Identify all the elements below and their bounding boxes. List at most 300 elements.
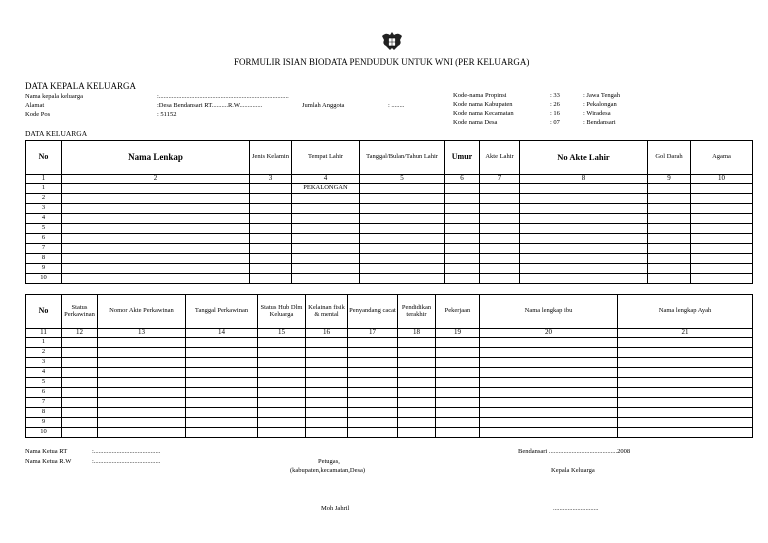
table-cell[interactable] <box>258 398 306 408</box>
table-row <box>26 244 753 254</box>
table-cell[interactable] <box>648 264 691 274</box>
table-cell[interactable] <box>480 388 618 398</box>
table-cell[interactable] <box>445 214 480 224</box>
field-value-jumlah[interactable]: : ........ <box>388 102 405 109</box>
table-cell[interactable] <box>648 234 691 244</box>
table-cell[interactable] <box>648 224 691 234</box>
row-number: 7 <box>26 398 62 408</box>
col-header-nama: Nama Lenkap <box>62 141 250 175</box>
table-cell[interactable] <box>250 234 292 244</box>
table-cell[interactable] <box>62 204 250 214</box>
cell-tempat-lahir[interactable] <box>292 234 360 244</box>
row-number: 5 <box>26 224 62 234</box>
table-cell[interactable] <box>62 388 98 398</box>
col-number: 19 <box>436 329 480 338</box>
col-header-status-hub: Status Hub Dlm Keluarga <box>258 295 306 329</box>
footer-place-date[interactable]: Bendansari ..........................................2008 <box>518 448 631 455</box>
table-cell[interactable] <box>691 264 753 274</box>
table-cell[interactable] <box>98 398 186 408</box>
table-cell[interactable] <box>258 378 306 388</box>
table-cell[interactable] <box>62 408 98 418</box>
table-row <box>26 234 753 244</box>
table-cell[interactable] <box>348 398 398 408</box>
table-cell[interactable] <box>480 428 618 438</box>
row-number: 7 <box>26 244 62 254</box>
table-cell[interactable] <box>348 348 398 358</box>
table-cell[interactable] <box>348 368 398 378</box>
table-cell[interactable] <box>398 398 436 408</box>
table-cell[interactable] <box>398 348 436 358</box>
cell-tempat-lahir[interactable] <box>292 254 360 264</box>
table-cell[interactable] <box>436 418 480 428</box>
table-cell[interactable] <box>348 358 398 368</box>
region-label-kecamatan: Kode nama Kecamatan <box>453 110 514 117</box>
table-cell[interactable] <box>186 338 258 348</box>
table-cell[interactable] <box>186 418 258 428</box>
table-cell[interactable] <box>360 224 445 234</box>
table-cell[interactable] <box>360 244 445 254</box>
table-cell[interactable] <box>348 428 398 438</box>
table-cell[interactable] <box>250 184 292 194</box>
table-cell[interactable] <box>360 184 445 194</box>
col-header-tgl-lahir: Tanggal/Bulan/Tahun Lahir <box>360 141 445 175</box>
table-cell[interactable] <box>306 408 348 418</box>
table-cell[interactable] <box>360 214 445 224</box>
table-cell[interactable] <box>98 378 186 388</box>
col-number: 16 <box>306 329 348 338</box>
table-cell[interactable] <box>62 274 250 284</box>
table-cell[interactable] <box>520 244 648 254</box>
table-cell[interactable] <box>398 408 436 418</box>
col-number: 11 <box>26 329 62 338</box>
col-header-jenis-kelamin: Jenis Kelamin <box>250 141 292 175</box>
table-cell[interactable] <box>480 244 520 254</box>
table-cell[interactable] <box>250 254 292 264</box>
cell-tempat-lahir[interactable] <box>292 204 360 214</box>
col-number: 15 <box>258 329 306 338</box>
table-cell[interactable] <box>618 428 753 438</box>
footer-kepala-sign[interactable]: ............................ <box>553 505 599 512</box>
table-cell[interactable] <box>445 234 480 244</box>
table-cell[interactable] <box>480 378 618 388</box>
table-cell[interactable] <box>186 348 258 358</box>
table-cell[interactable] <box>360 234 445 244</box>
table-cell[interactable] <box>258 428 306 438</box>
table-cell[interactable] <box>618 388 753 398</box>
region-name-propinsi: : Jawa Tengah <box>583 92 620 99</box>
table-cell[interactable] <box>348 408 398 418</box>
table-cell[interactable] <box>436 368 480 378</box>
col-header-akte-kawin: Nomor Akte Perkawinan <box>98 295 186 329</box>
table-cell[interactable] <box>360 194 445 204</box>
table-cell[interactable] <box>648 274 691 284</box>
table-cell[interactable] <box>398 428 436 438</box>
table-cell[interactable] <box>480 204 520 214</box>
field-value-kodepos[interactable]: : 51152 <box>157 111 177 118</box>
table-cell[interactable] <box>306 338 348 348</box>
table-cell[interactable] <box>648 204 691 214</box>
col-header-umur: Umur <box>445 141 480 175</box>
column-number-row <box>26 329 753 338</box>
table-cell[interactable] <box>398 358 436 368</box>
col-header-pendidikan: Pendidikan terakhir <box>398 295 436 329</box>
table-row <box>26 358 753 368</box>
row-number: 3 <box>26 204 62 214</box>
footer-value-ketua-rt[interactable]: :......................................... <box>92 448 161 455</box>
table-cell[interactable] <box>62 348 98 358</box>
table-cell[interactable] <box>348 418 398 428</box>
table-cell[interactable] <box>398 338 436 348</box>
region-label-desa: Kode nama Desa <box>453 119 498 126</box>
table-cell[interactable] <box>258 338 306 348</box>
table-cell[interactable] <box>445 204 480 214</box>
table-cell[interactable] <box>691 224 753 234</box>
table-cell[interactable] <box>436 428 480 438</box>
col-header-nama-ibu: Nama lengkap ibu <box>480 295 618 329</box>
table-cell[interactable] <box>398 418 436 428</box>
col-header-gol-darah: Gol Darah <box>648 141 691 175</box>
table-cell[interactable] <box>445 184 480 194</box>
table-cell[interactable] <box>618 368 753 378</box>
cell-tempat-lahir[interactable] <box>292 264 360 274</box>
table-cell[interactable] <box>62 368 98 378</box>
table-cell[interactable] <box>62 184 250 194</box>
table-cell[interactable] <box>250 224 292 234</box>
region-code-kecamatan: : 16 <box>550 110 560 117</box>
table-cell[interactable] <box>648 254 691 264</box>
table-cell[interactable] <box>618 358 753 368</box>
table-cell[interactable] <box>436 408 480 418</box>
table-cell[interactable] <box>186 398 258 408</box>
table-cell[interactable] <box>398 378 436 388</box>
table-cell[interactable] <box>520 264 648 274</box>
cell-tempat-lahir[interactable] <box>292 224 360 234</box>
field-label-jumlah: Jumlah Anggota <box>302 102 345 109</box>
col-header-nama-ayah: Nama lengkap Ayah <box>618 295 753 329</box>
table-cell[interactable] <box>186 368 258 378</box>
table-row <box>26 194 753 204</box>
table-cell[interactable] <box>348 388 398 398</box>
table-cell[interactable] <box>98 428 186 438</box>
table-cell[interactable] <box>445 194 480 204</box>
col-number: 20 <box>480 329 618 338</box>
region-name-desa: : Bendansari <box>583 119 616 126</box>
field-label-alamat: Alamat <box>25 102 45 109</box>
table-cell[interactable] <box>436 338 480 348</box>
table-cell[interactable] <box>62 358 98 368</box>
family-section-label: DATA KELUARGA <box>25 129 88 138</box>
table-cell[interactable] <box>520 194 648 204</box>
table-row <box>26 398 753 408</box>
table-cell[interactable] <box>436 348 480 358</box>
table-cell[interactable] <box>186 378 258 388</box>
table-cell[interactable] <box>62 378 98 388</box>
col-header-agama: Agama <box>691 141 753 175</box>
table-cell[interactable] <box>691 244 753 254</box>
form-title: FORMULIR ISIAN BIODATA PENDUDUK UNTUK WNI (PER KELUARGA) <box>234 57 530 67</box>
col-number: 6 <box>445 175 480 184</box>
table-cell[interactable] <box>480 254 520 264</box>
col-number: 5 <box>360 175 445 184</box>
table-cell[interactable] <box>436 358 480 368</box>
table-cell[interactable] <box>480 358 618 368</box>
table-cell[interactable] <box>480 274 520 284</box>
table-cell[interactable] <box>258 388 306 398</box>
table-row <box>26 224 753 234</box>
table-cell[interactable] <box>306 398 348 408</box>
garuda-emblem-icon <box>380 30 404 52</box>
table-cell[interactable] <box>480 184 520 194</box>
col-header-akte-lahir: Akte Lahir <box>480 141 520 175</box>
col-header-tempat-lahir: Tempat Lahir <box>292 141 360 175</box>
table-cell[interactable] <box>445 224 480 234</box>
region-code-propinsi: : 33 <box>550 92 560 99</box>
table-cell[interactable] <box>520 234 648 244</box>
table-cell[interactable] <box>258 368 306 378</box>
row-number: 1 <box>26 338 62 348</box>
table-cell[interactable] <box>520 214 648 224</box>
table-cell[interactable] <box>618 338 753 348</box>
row-number: 5 <box>26 378 62 388</box>
table-cell[interactable] <box>480 338 618 348</box>
col-number: 1 <box>26 175 62 184</box>
col-number: 4 <box>292 175 360 184</box>
col-number: 12 <box>62 329 98 338</box>
table-cell[interactable] <box>98 418 186 428</box>
table-cell[interactable] <box>618 348 753 358</box>
table-cell[interactable] <box>98 368 186 378</box>
col-header-kelainan: Kelainan fisik & mental <box>306 295 348 329</box>
field-value-nama-kk[interactable]: :................................................................................ <box>157 93 289 100</box>
table-cell[interactable] <box>480 234 520 244</box>
table-cell[interactable] <box>62 244 250 254</box>
table-cell[interactable] <box>445 254 480 264</box>
table-cell[interactable] <box>436 398 480 408</box>
table-cell[interactable] <box>306 368 348 378</box>
table-row <box>26 408 753 418</box>
table-row <box>26 264 753 274</box>
col-header-no: No <box>26 141 62 175</box>
table-row <box>26 368 753 378</box>
table-row <box>26 378 753 388</box>
table-cell[interactable] <box>258 418 306 428</box>
table-cell[interactable] <box>62 224 250 234</box>
table-cell[interactable] <box>360 264 445 274</box>
table-cell[interactable] <box>62 418 98 428</box>
table-cell[interactable] <box>648 244 691 254</box>
table-cell[interactable] <box>691 184 753 194</box>
col-header-status-kawin: Status Perkawinan <box>62 295 98 329</box>
table-cell[interactable] <box>250 274 292 284</box>
table-cell[interactable] <box>186 408 258 418</box>
table-cell[interactable] <box>306 348 348 358</box>
region-name-kabupaten: : Pekalongan <box>583 101 617 108</box>
table-cell[interactable] <box>186 358 258 368</box>
col-number: 18 <box>398 329 436 338</box>
section-head: DATA KEPALA KELUARGA <box>25 81 136 91</box>
table-cell[interactable] <box>306 378 348 388</box>
region-label-propinsi: Kode-nama Propinsi <box>453 92 507 99</box>
table-cell[interactable] <box>691 204 753 214</box>
col-number: 2 <box>62 175 250 184</box>
field-value-alamat[interactable]: :Desa Bendansari RT..........R.W.............. <box>157 102 263 109</box>
region-code-desa: : 07 <box>550 119 560 126</box>
region-name-kecamatan: : Wiradesa <box>583 110 611 117</box>
footer-value-ketua-rw[interactable]: :......................................... <box>92 458 161 465</box>
table-cell[interactable] <box>691 214 753 224</box>
footer-petugas-name: Moh Jahril <box>321 505 350 512</box>
table-cell[interactable] <box>306 428 348 438</box>
table-cell[interactable] <box>480 398 618 408</box>
row-number: 8 <box>26 254 62 264</box>
table-cell[interactable] <box>250 194 292 204</box>
table-cell[interactable] <box>648 184 691 194</box>
table-cell[interactable] <box>520 204 648 214</box>
row-number: 4 <box>26 368 62 378</box>
table-cell[interactable] <box>618 398 753 408</box>
footer-petugas: Petugas, <box>318 458 340 465</box>
table-cell[interactable] <box>520 274 648 284</box>
table-row <box>26 274 753 284</box>
table-cell[interactable] <box>306 418 348 428</box>
table-row <box>26 214 753 224</box>
table-cell[interactable] <box>520 184 648 194</box>
table-cell[interactable] <box>258 358 306 368</box>
table-cell[interactable] <box>398 368 436 378</box>
row-number: 2 <box>26 194 62 204</box>
table-row <box>26 338 753 348</box>
col-header-cacat: Penyandang cacat <box>348 295 398 329</box>
table-cell[interactable] <box>186 428 258 438</box>
cell-tempat-lahir[interactable] <box>292 214 360 224</box>
cell-tempat-lahir[interactable]: PEKALONGAN <box>292 184 360 194</box>
table-cell[interactable] <box>348 338 398 348</box>
family-status-table <box>25 294 753 438</box>
table-cell[interactable] <box>62 234 250 244</box>
table-cell[interactable] <box>98 348 186 358</box>
table-cell[interactable] <box>445 244 480 254</box>
table-cell[interactable] <box>480 214 520 224</box>
cell-tempat-lahir[interactable] <box>292 194 360 204</box>
footer-label-ketua-rt: Nama Ketua RT <box>25 448 68 455</box>
region-code-kabupaten: : 26 <box>550 101 560 108</box>
table-cell[interactable] <box>618 418 753 428</box>
col-header-pekerjaan: Pekerjaan <box>436 295 480 329</box>
footer-label-ketua-rw: Nama Ketua R.W <box>25 458 72 465</box>
table-cell[interactable] <box>480 194 520 204</box>
table-cell[interactable] <box>348 378 398 388</box>
table-cell[interactable] <box>62 254 250 264</box>
row-number: 9 <box>26 418 62 428</box>
table-cell[interactable] <box>98 358 186 368</box>
row-number: 10 <box>26 428 62 438</box>
table-cell[interactable] <box>258 348 306 358</box>
table-row <box>26 204 753 214</box>
table-cell[interactable] <box>306 358 348 368</box>
col-number: 9 <box>648 175 691 184</box>
footer-petugas-sub: (kabupaten,kecamatan,Desa) <box>290 467 366 474</box>
row-number: 6 <box>26 234 62 244</box>
table-cell[interactable] <box>62 428 98 438</box>
table-cell[interactable] <box>258 408 306 418</box>
table-cell[interactable] <box>691 254 753 264</box>
col-number: 7 <box>480 175 520 184</box>
cell-tempat-lahir[interactable] <box>292 274 360 284</box>
col-number: 3 <box>250 175 292 184</box>
table-cell[interactable] <box>250 204 292 214</box>
table-cell[interactable] <box>520 254 648 264</box>
col-header-no: No <box>26 295 62 329</box>
table-row <box>26 418 753 428</box>
table-row <box>26 428 753 438</box>
table-row <box>26 348 753 358</box>
table-cell[interactable] <box>691 234 753 244</box>
table-cell[interactable] <box>480 418 618 428</box>
table-cell[interactable] <box>480 348 618 358</box>
table-cell[interactable] <box>62 264 250 274</box>
table-cell[interactable] <box>618 408 753 418</box>
row-number: 6 <box>26 388 62 398</box>
region-label-kabupaten: Kode nama Kabupaten <box>453 101 513 108</box>
table-cell[interactable] <box>480 368 618 378</box>
column-number-row <box>26 175 753 184</box>
table-cell[interactable] <box>436 388 480 398</box>
table-cell[interactable] <box>98 408 186 418</box>
table-cell[interactable] <box>480 224 520 234</box>
table-cell[interactable] <box>62 194 250 204</box>
cell-tempat-lahir[interactable] <box>292 244 360 254</box>
table-cell[interactable] <box>436 378 480 388</box>
table-row <box>26 388 753 398</box>
col-number: 17 <box>348 329 398 338</box>
table-cell[interactable] <box>691 274 753 284</box>
table-cell[interactable] <box>445 264 480 274</box>
table-cell[interactable] <box>480 408 618 418</box>
table-cell[interactable] <box>250 244 292 254</box>
table-cell[interactable] <box>520 224 648 234</box>
row-number: 8 <box>26 408 62 418</box>
table-cell[interactable] <box>98 388 186 398</box>
row-number: 4 <box>26 214 62 224</box>
table-cell[interactable] <box>250 264 292 274</box>
table-cell[interactable] <box>691 194 753 204</box>
table-cell[interactable] <box>186 388 258 398</box>
table-cell[interactable] <box>360 204 445 214</box>
table-cell[interactable] <box>62 214 250 224</box>
table-cell[interactable] <box>445 274 480 284</box>
col-number: 10 <box>691 175 753 184</box>
table-cell[interactable] <box>360 254 445 264</box>
table-cell[interactable] <box>62 398 98 408</box>
table-cell[interactable] <box>306 388 348 398</box>
table-cell[interactable] <box>250 214 292 224</box>
table-cell[interactable] <box>360 274 445 284</box>
row-number: 9 <box>26 264 62 274</box>
table-cell[interactable] <box>62 338 98 348</box>
table-cell[interactable] <box>480 264 520 274</box>
table-cell[interactable] <box>398 388 436 398</box>
table-cell[interactable] <box>648 214 691 224</box>
col-number: 14 <box>186 329 258 338</box>
field-label-nama-kk: Nama kepala keluarga <box>25 93 83 100</box>
table-row <box>26 184 753 194</box>
table-cell[interactable] <box>98 338 186 348</box>
table-cell[interactable] <box>618 378 753 388</box>
col-header-no-akte: No Akte Lahir <box>520 141 648 175</box>
row-number: 1 <box>26 184 62 194</box>
row-number: 2 <box>26 348 62 358</box>
table-cell[interactable] <box>648 194 691 204</box>
